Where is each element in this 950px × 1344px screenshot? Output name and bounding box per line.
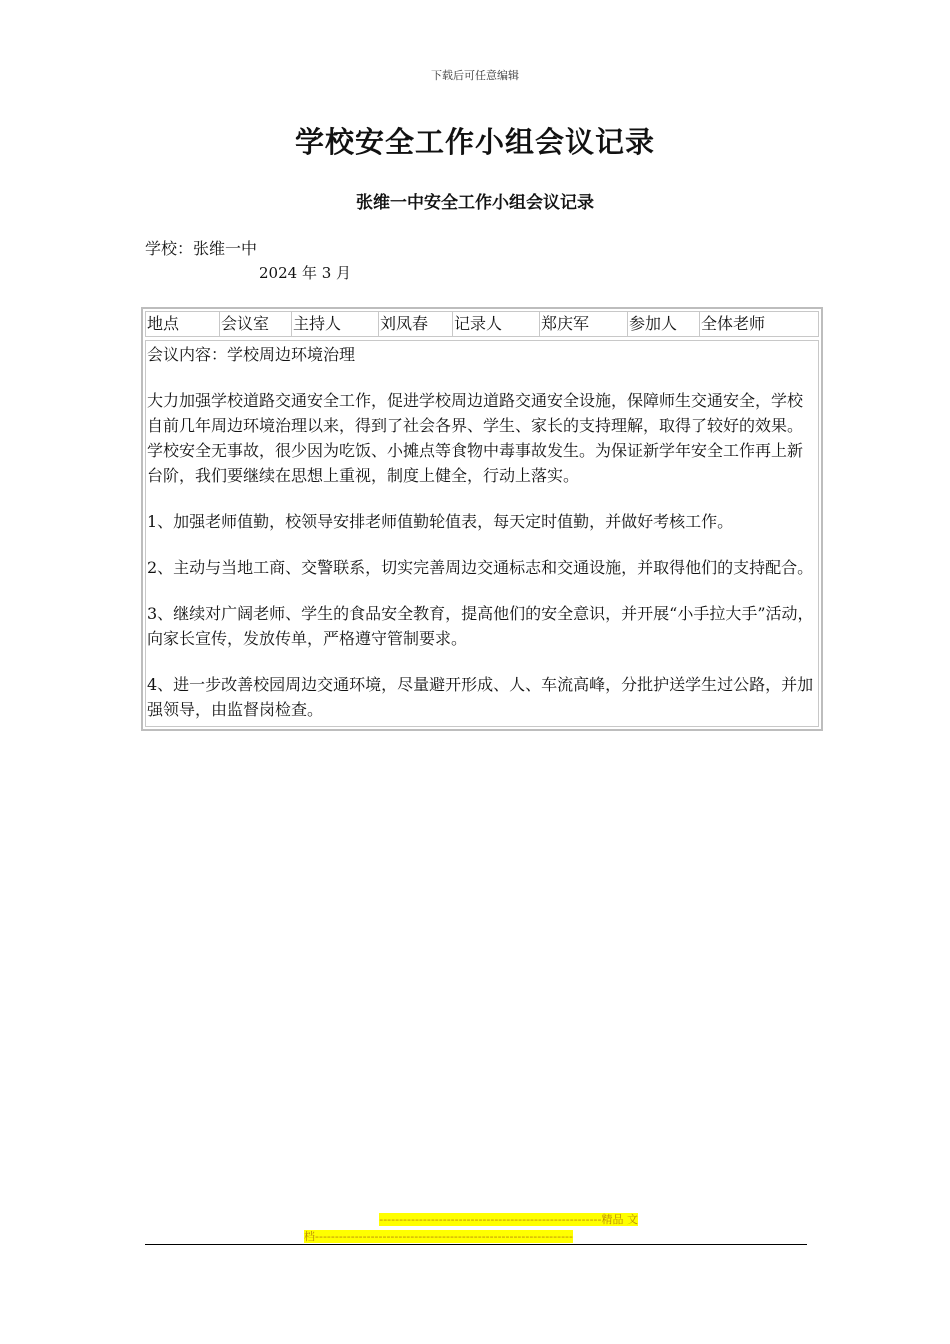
host-label: 主持人 bbox=[292, 312, 379, 336]
footer-line-2: 档----------------------------------------------------------------- bbox=[304, 1230, 574, 1243]
paragraph-item-2: 2、主动与当地工商、交警联系，切实完善周边交通标志和交通设施，并取得他们的支持配合。 bbox=[147, 558, 814, 577]
footer-watermark bbox=[304, 1211, 648, 1245]
attendees-value: 全体老师 bbox=[701, 314, 766, 333]
paragraph-intro: 大力加强学校道路交通安全工作，促进学校周边道路交通安全设施，保障师生交通安全，学校自前几年周边环境治理以来，得到了社会各界、学生、家长的支持理解，取得了较好的效果。学校安全无事故，很少因为吃饭、小摊点等食物中毒事故发生。为保证新学年安全工作再上新台阶，我们要继续在思想上重视，制度上健全，行动上落实。 bbox=[147, 391, 804, 485]
recorder-value: 郑庆军 bbox=[540, 312, 628, 336]
bottom-rule bbox=[145, 1244, 807, 1245]
meeting-content bbox=[145, 340, 819, 727]
school-line: 学校：张维一中 bbox=[145, 239, 258, 258]
recorder-label: 记录人 bbox=[453, 312, 540, 336]
info-row bbox=[145, 311, 819, 337]
location-label: 地点 bbox=[146, 312, 220, 336]
footer-line-1: --------------------------------------------------------精品 文 bbox=[379, 1213, 638, 1226]
attendees-label: 参加人 bbox=[628, 312, 700, 336]
date-line: 2024 年 3 月 bbox=[259, 264, 352, 282]
document-title: 学校安全工作小组会议记录 bbox=[294, 125, 655, 159]
meeting-topic: 会议内容：学校周边环境治理 bbox=[147, 345, 356, 364]
host-value: 刘凤春 bbox=[379, 312, 453, 336]
paragraph-item-1: 1、加强老师值勤，校领导安排老师值勤轮值表，每天定时值勤，并做好考核工作。 bbox=[147, 512, 734, 531]
location-value: 会议室 bbox=[220, 312, 292, 336]
document-subtitle: 张维一中安全工作小组会议记录 bbox=[356, 193, 594, 213]
paragraph-item-4: 4、进一步改善校园周边交通环境，尽量避开形成、人、车流高峰，分批护送学生过公路，并加强领导，由监督岗检查。 bbox=[147, 675, 814, 719]
meeting-record-table bbox=[141, 307, 823, 731]
header-note: 下载后可任意编辑 bbox=[431, 69, 519, 82]
paragraph-item-3: 3、继续对广阔老师、学生的食品安全教育，提高他们的安全意识，并开展“小手拉大手”活动，向家长宣传，发放传单，严格遵守管制要求。 bbox=[147, 604, 814, 648]
